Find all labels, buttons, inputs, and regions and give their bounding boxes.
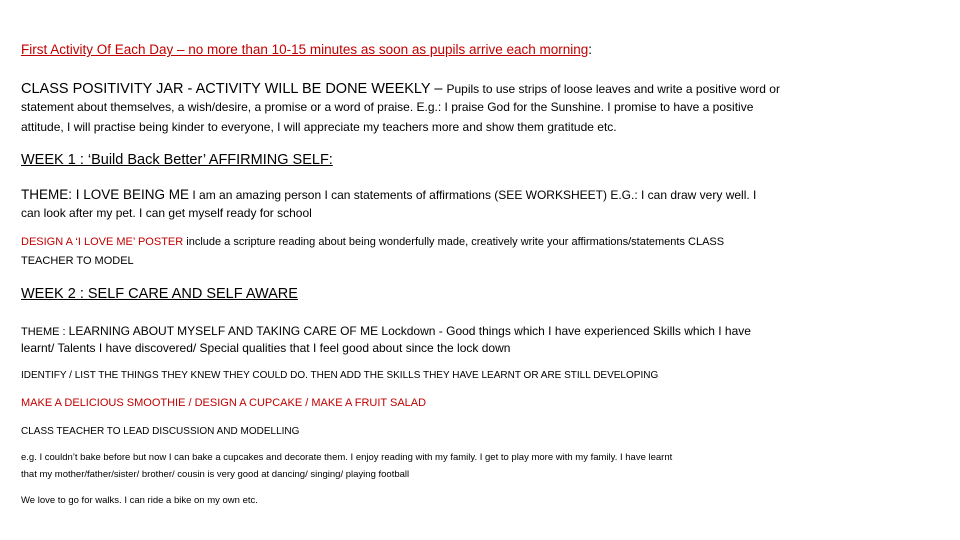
week2-theme-line-2: learnt/ Talents I have discovered/ Special qualities that I feel good about since the lock down [21, 341, 511, 355]
week1-poster-line-2: TEACHER TO MODEL [21, 255, 134, 267]
week1-poster [21, 236, 724, 249]
week1-heading: WEEK 1 : ‘Build Back Better’ AFFIRMING SELF: [21, 152, 333, 168]
week2-identify: IDENTIFY / LIST THE THINGS THEY KNEW THEY COULD DO. THEN ADD THE SKILLS THEY HAVE LEARNT OR ARE STILL DEVELOPING [21, 370, 659, 381]
intro-heading [21, 42, 592, 58]
intro-heading-text: First Activity Of Each Day – no more than 10-15 minutes as soon as pupils arrive each morning [21, 42, 589, 57]
week2-heading: WEEK 2 : SELF CARE AND SELF AWARE [21, 286, 298, 302]
week1-theme-line-2: can look after my pet. I can get myself ready for school [21, 206, 312, 220]
week2-activities: MAKE A DELICIOUS SMOOTHIE / DESIGN A CUPCAKE / MAKE A FRUIT SALAD [21, 397, 427, 409]
week1-poster-label: DESIGN A ‘I LOVE ME’ POSTER [21, 236, 184, 248]
week1-theme-text: I am an amazing person I can statements of affirmations (SEE WORKSHEET) E.G.: I can draw very well. I [189, 188, 757, 202]
intro-heading-colon: : [588, 42, 593, 57]
positivity-jar-line-2: statement about themselves, a wish/desire, a promise or a word of praise. E.g.: I praise God for the Sunshine. I promise to have a positive [21, 100, 754, 114]
positivity-jar-line-3: attitude, I will practise being kinder to everyone, I will appreciate my teachers more and show them gratitude etc. [21, 120, 617, 134]
week2-theme-text: Lockdown - Good things which I have experienced Skills which I have [378, 324, 751, 338]
positivity-jar-description: Pupils to use strips of loose leaves and write a positive word or [446, 82, 780, 96]
week2-theme [21, 321, 751, 340]
week1-theme [21, 185, 756, 204]
positivity-jar-heading [21, 79, 780, 98]
positivity-jar-title: CLASS POSITIVITY JAR - ACTIVITY WILL BE DONE WEEKLY – [21, 81, 447, 97]
week2-theme-label: THEME : [21, 326, 69, 338]
week2-example-line-2: that my mother/father/sister/ brother/ cousin is very good at dancing/ singing/ playing football [21, 469, 410, 480]
week2-theme-caps: LEARNING ABOUT MYSELF AND TAKING CARE OF ME [68, 324, 379, 338]
week1-theme-label: THEME: I LOVE BEING ME [21, 187, 190, 202]
week2-walks: We love to go for walks. I can ride a bike on my own etc. [21, 495, 258, 506]
week2-example-line-1: e.g. I couldn’t bake before but now I can bake a cupcakes and decorate them. I enjoy reading with my family. I get to play more with my family. I have learnt [21, 452, 673, 463]
week1-poster-text: include a scripture reading about being wonderfully made, creatively write your affirmations/statements CLASS [183, 236, 725, 248]
week2-lead: CLASS TEACHER TO LEAD DISCUSSION AND MODELLING [21, 426, 300, 437]
